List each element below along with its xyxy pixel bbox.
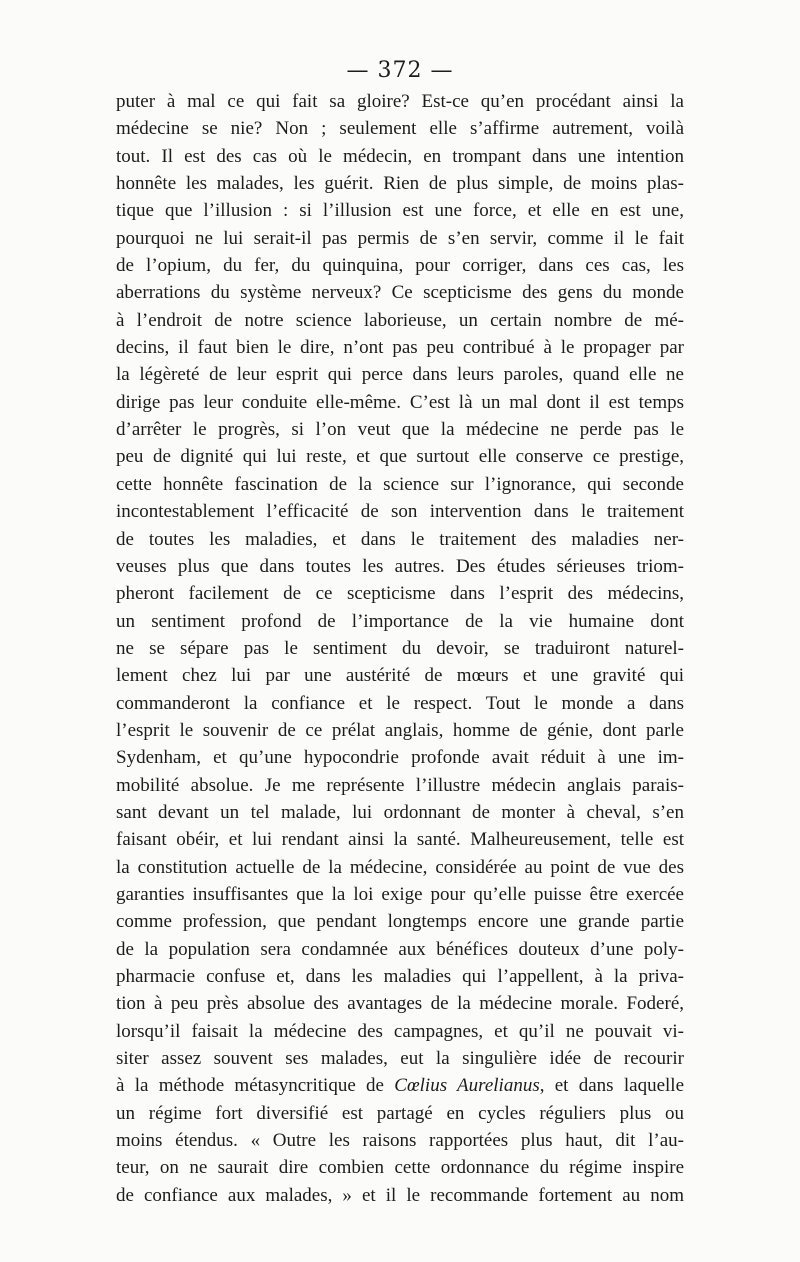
text-line: un régime fort diversifié est partagé en cycles réguliers plus ou <box>116 1102 684 1124</box>
text-line: à l’endroit de notre science laborieuse, un certain nombre de mé- <box>116 309 684 331</box>
text-line: la constitution actuelle de la médecine, considérée au point de vue des <box>116 856 684 878</box>
text-line-with-italic <box>116 1072 684 1099</box>
text-line: cette honnête fascination de la science sur l’ignorance, qui seconde <box>116 473 684 495</box>
text-line: dirige pas leur conduite elle-même. C’est là un mal dont il est temps <box>116 391 684 413</box>
text-line: commanderont la confiance et le respect. Tout le monde a dans <box>116 692 684 714</box>
page-number: — 372 — <box>346 58 454 83</box>
book-page <box>116 56 684 1209</box>
text-line: incontestablement l’efficacité de son intervention dans le traitement <box>116 501 684 523</box>
text-line: comme profession, que pendant longtemps encore une grande partie <box>116 911 684 933</box>
text-line: honnête les malades, les guérit. Rien de plus simple, de moins plas- <box>116 173 684 195</box>
text-line: de toutes les maladies, et dans le traitement des maladies ner- <box>116 528 684 550</box>
italic-author-name: Cœlius Aurelianus <box>394 1075 540 1097</box>
text-line: puter à mal ce qui fait sa gloire? Est-ce qu’en procédant ainsi la <box>116 91 684 112</box>
text-line: pheront facilement de ce scepticisme dans l’esprit des médecins, <box>116 583 684 605</box>
text-line: decins, il faut bien le dire, n’ont pas peu contribué à le propager par <box>116 337 684 359</box>
text-line: mobilité absolue. Je me représente l’illustre médecin anglais parais- <box>116 774 684 796</box>
text-line: peu de dignité qui lui reste, et que surtout elle conserve ce prestige, <box>116 446 684 468</box>
text-line: de l’opium, du fer, du quinquina, pour corriger, dans ces cas, les <box>116 255 684 277</box>
body-paragraph <box>116 88 684 1209</box>
text-line: lement chez lui par une austérité de mœurs et une gravité qui <box>116 665 684 687</box>
text-line: aberrations du système nerveux? Ce scepticisme des gens du monde <box>116 282 684 304</box>
text-line: siter assez souvent ses malades, eut la singulière idée de recourir <box>116 1048 684 1070</box>
text-line: Sydenham, et qu’une hypocondrie profonde avait réduit à une im- <box>116 747 684 769</box>
text-line: l’esprit le souvenir de ce prélat anglais, homme de génie, dont parle <box>116 719 684 741</box>
text-line: tique que l’illusion : si l’illusion est une force, et elle en est une, <box>116 200 684 222</box>
text-line: lorsqu’il faisait la médecine des campagnes, et qu’il ne pouvait vi- <box>116 1020 684 1042</box>
text-line: tion à peu près absolue des avantages de la médecine morale. Foderé, <box>116 993 684 1015</box>
text-line: veuses plus que dans toutes les autres. Des études sérieuses triom- <box>116 555 684 577</box>
text-line: de confiance aux malades, » et il le recommande fortement au nom <box>116 1184 684 1206</box>
text-line: pourquoi ne lui serait-il pas permis de s’en servir, comme il le fait <box>116 227 684 249</box>
text-line: de la population sera condamnée aux bénéfices douteux d’une poly- <box>116 938 684 960</box>
text-line: teur, on ne saurait dire combien cette ordonnance du régime inspire <box>116 1157 684 1179</box>
text-line: ne se sépare pas le sentiment du devoir, se traduiront naturel- <box>116 637 684 659</box>
text-line: d’arrêter le progrès, si l’on veut que la médecine ne perde pas le <box>116 419 684 441</box>
text-line: moins étendus. « Outre les raisons rapportées plus haut, dit l’au- <box>116 1130 684 1152</box>
text-line: sant devant un tel malade, lui ordonnant de monter à cheval, s’en <box>116 801 684 823</box>
text-line: tout. Il est des cas où le médecin, en trompant dans une intention <box>116 145 684 167</box>
text-line: médecine se nie? Non ; seulement elle s’affirme autrement, voilà <box>116 118 684 140</box>
text-line: la légèreté de leur esprit qui perce dans leurs paroles, quand elle ne <box>116 364 684 386</box>
text-line: pharmacie confuse et, dans les maladies qui l’appellent, à la priva- <box>116 966 684 987</box>
text-line: garanties insuffisantes que la loi exige pour qu’elle puisse être exercée <box>116 883 684 905</box>
text-line: un sentiment profond de l’importance de la vie humaine dont <box>116 610 684 632</box>
text-segment: , et dans laquelle <box>539 1075 684 1097</box>
text-line: faisant obéir, et lui rendant ainsi la santé. Malheureusement, telle est <box>116 829 684 851</box>
text-segment: à la méthode métasyncritique de <box>116 1075 384 1097</box>
